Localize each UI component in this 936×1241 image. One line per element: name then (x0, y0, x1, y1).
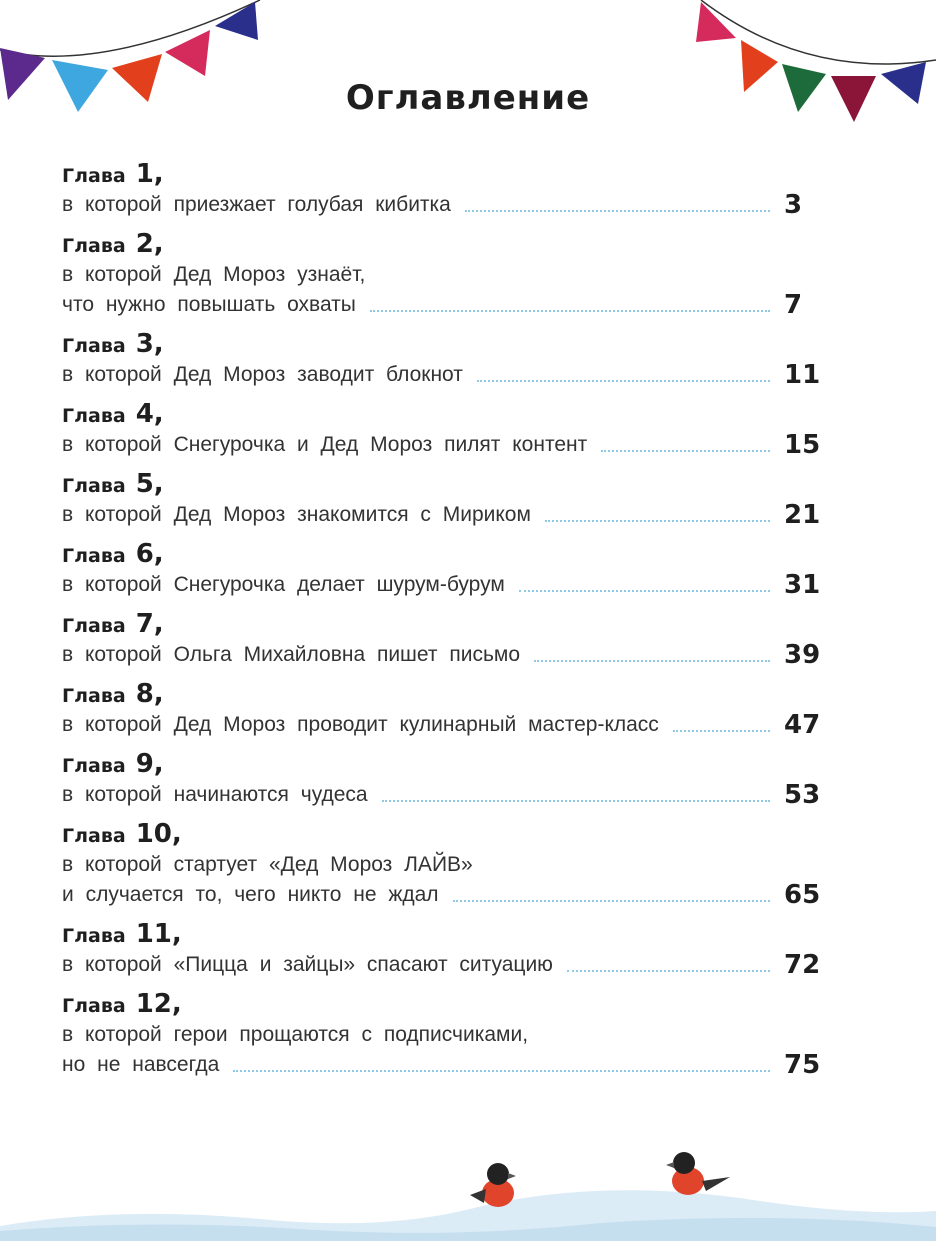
chapter-title: в которой «Пицца и зайцы» спасают ситуацию (62, 953, 553, 976)
chapter-label (62, 398, 822, 430)
chapter-number: 10, (135, 819, 182, 849)
chapter-label (62, 158, 822, 190)
chapter-number: 9, (135, 749, 164, 779)
dot-leader (382, 800, 770, 802)
chapter-word: Глава (62, 995, 126, 1017)
toc-entry (62, 468, 822, 530)
toc-entry (62, 398, 822, 460)
chapter-title: в которой Дед Мороз проводит кулинарный мастер-класс (62, 713, 659, 736)
dot-leader (233, 1070, 770, 1072)
snow-ground-icon (0, 1131, 936, 1241)
toc-entry (62, 538, 822, 600)
chapter-label (62, 328, 822, 360)
chapter-word: Глава (62, 335, 126, 357)
page-number: 7 (784, 290, 803, 320)
toc-entry (62, 818, 822, 910)
chapter-label (62, 748, 822, 780)
dot-leader (567, 970, 770, 972)
chapter-number: 7, (135, 609, 164, 639)
chapter-number: 8, (135, 679, 164, 709)
chapter-word: Глава (62, 615, 126, 637)
chapter-word: Глава (62, 165, 126, 187)
chapter-title: и случается то, чего никто не ждал (62, 883, 439, 906)
chapter-title-line (62, 950, 822, 980)
bullfinch-icon (470, 1163, 516, 1207)
dot-leader (453, 900, 770, 902)
page-number: 21 (784, 500, 821, 530)
chapter-title: в которой Дед Мороз знакомится с Мириком (62, 503, 531, 526)
page-number: 65 (784, 880, 821, 910)
dot-leader (534, 660, 770, 662)
chapter-title: в которой Дед Мороз заводит блокнот (62, 363, 463, 386)
chapter-label (62, 818, 822, 850)
page-number: 3 (784, 190, 803, 220)
chapter-title-line (62, 850, 822, 880)
toc-entry (62, 918, 822, 980)
chapter-title-line (62, 780, 822, 810)
chapter-label (62, 538, 822, 570)
page-title: Оглавление (345, 78, 591, 118)
chapter-number: 5, (135, 469, 164, 499)
page-number: 11 (784, 360, 821, 390)
table-of-contents (62, 158, 822, 1088)
chapter-label (62, 468, 822, 500)
chapter-title: но не навсегда (62, 1053, 220, 1076)
page-number: 47 (784, 710, 821, 740)
chapter-word: Глава (62, 825, 126, 847)
chapter-title-line (62, 570, 822, 600)
chapter-title-line (62, 1050, 822, 1080)
page-number: 31 (784, 570, 821, 600)
chapter-number: 3, (135, 329, 164, 359)
chapter-title: в которой стартует «Дед Мороз ЛАЙВ» (62, 853, 473, 876)
page-number: 72 (784, 950, 821, 980)
chapter-title: в которой Снегурочка и Дед Мороз пилят контент (62, 433, 588, 456)
bullfinch-icon (666, 1152, 730, 1195)
chapter-title: в которой герои прощаются с подписчиками, (62, 1023, 529, 1046)
toc-entry (62, 748, 822, 810)
chapter-label (62, 678, 822, 710)
chapter-number: 12, (135, 989, 182, 1019)
chapter-label (62, 228, 822, 260)
chapter-title-line (62, 430, 822, 460)
chapter-number: 6, (135, 539, 164, 569)
chapter-title: в которой приезжает голубая кибитка (62, 193, 451, 216)
chapter-word: Глава (62, 405, 126, 427)
dot-leader (477, 380, 770, 382)
chapter-number: 1, (135, 159, 164, 189)
dot-leader (519, 590, 770, 592)
dot-leader (465, 210, 770, 212)
chapter-title-line (62, 1020, 822, 1050)
chapter-title-line (62, 710, 822, 740)
chapter-label (62, 608, 822, 640)
chapter-title: в которой Ольга Михайловна пишет письмо (62, 643, 520, 666)
dot-leader (370, 310, 770, 312)
chapter-title-line (62, 500, 822, 530)
toc-entry (62, 158, 822, 220)
page-number: 39 (784, 640, 821, 670)
chapter-word: Глава (62, 685, 126, 707)
toc-entry (62, 678, 822, 740)
toc-entry (62, 988, 822, 1080)
dot-leader (673, 730, 770, 732)
chapter-title: в которой Снегурочка делает шурум-бурум (62, 573, 505, 596)
chapter-title: в которой начинаются чудеса (62, 783, 368, 806)
chapter-word: Глава (62, 235, 126, 257)
chapter-title: в которой Дед Мороз узнаёт, (62, 263, 366, 286)
dot-leader (601, 450, 770, 452)
toc-entry (62, 608, 822, 670)
dot-leader (545, 520, 770, 522)
chapter-word: Глава (62, 545, 126, 567)
chapter-label (62, 918, 822, 950)
page-number: 75 (784, 1050, 821, 1080)
chapter-word: Глава (62, 925, 126, 947)
chapter-title-line (62, 190, 822, 220)
chapter-number: 11, (135, 919, 182, 949)
chapter-title-line (62, 880, 822, 910)
chapter-number: 4, (135, 399, 164, 429)
page-number: 53 (784, 780, 821, 810)
page-number: 15 (784, 430, 821, 460)
chapter-title-line (62, 360, 822, 390)
chapter-label (62, 988, 822, 1020)
toc-entry (62, 328, 822, 390)
chapter-title-line (62, 260, 822, 290)
chapter-title-line (62, 640, 822, 670)
chapter-word: Глава (62, 755, 126, 777)
chapter-word: Глава (62, 475, 126, 497)
chapter-title-line (62, 290, 822, 320)
chapter-number: 2, (135, 229, 164, 259)
chapter-title: что нужно повышать охваты (62, 293, 356, 316)
toc-entry (62, 228, 822, 320)
